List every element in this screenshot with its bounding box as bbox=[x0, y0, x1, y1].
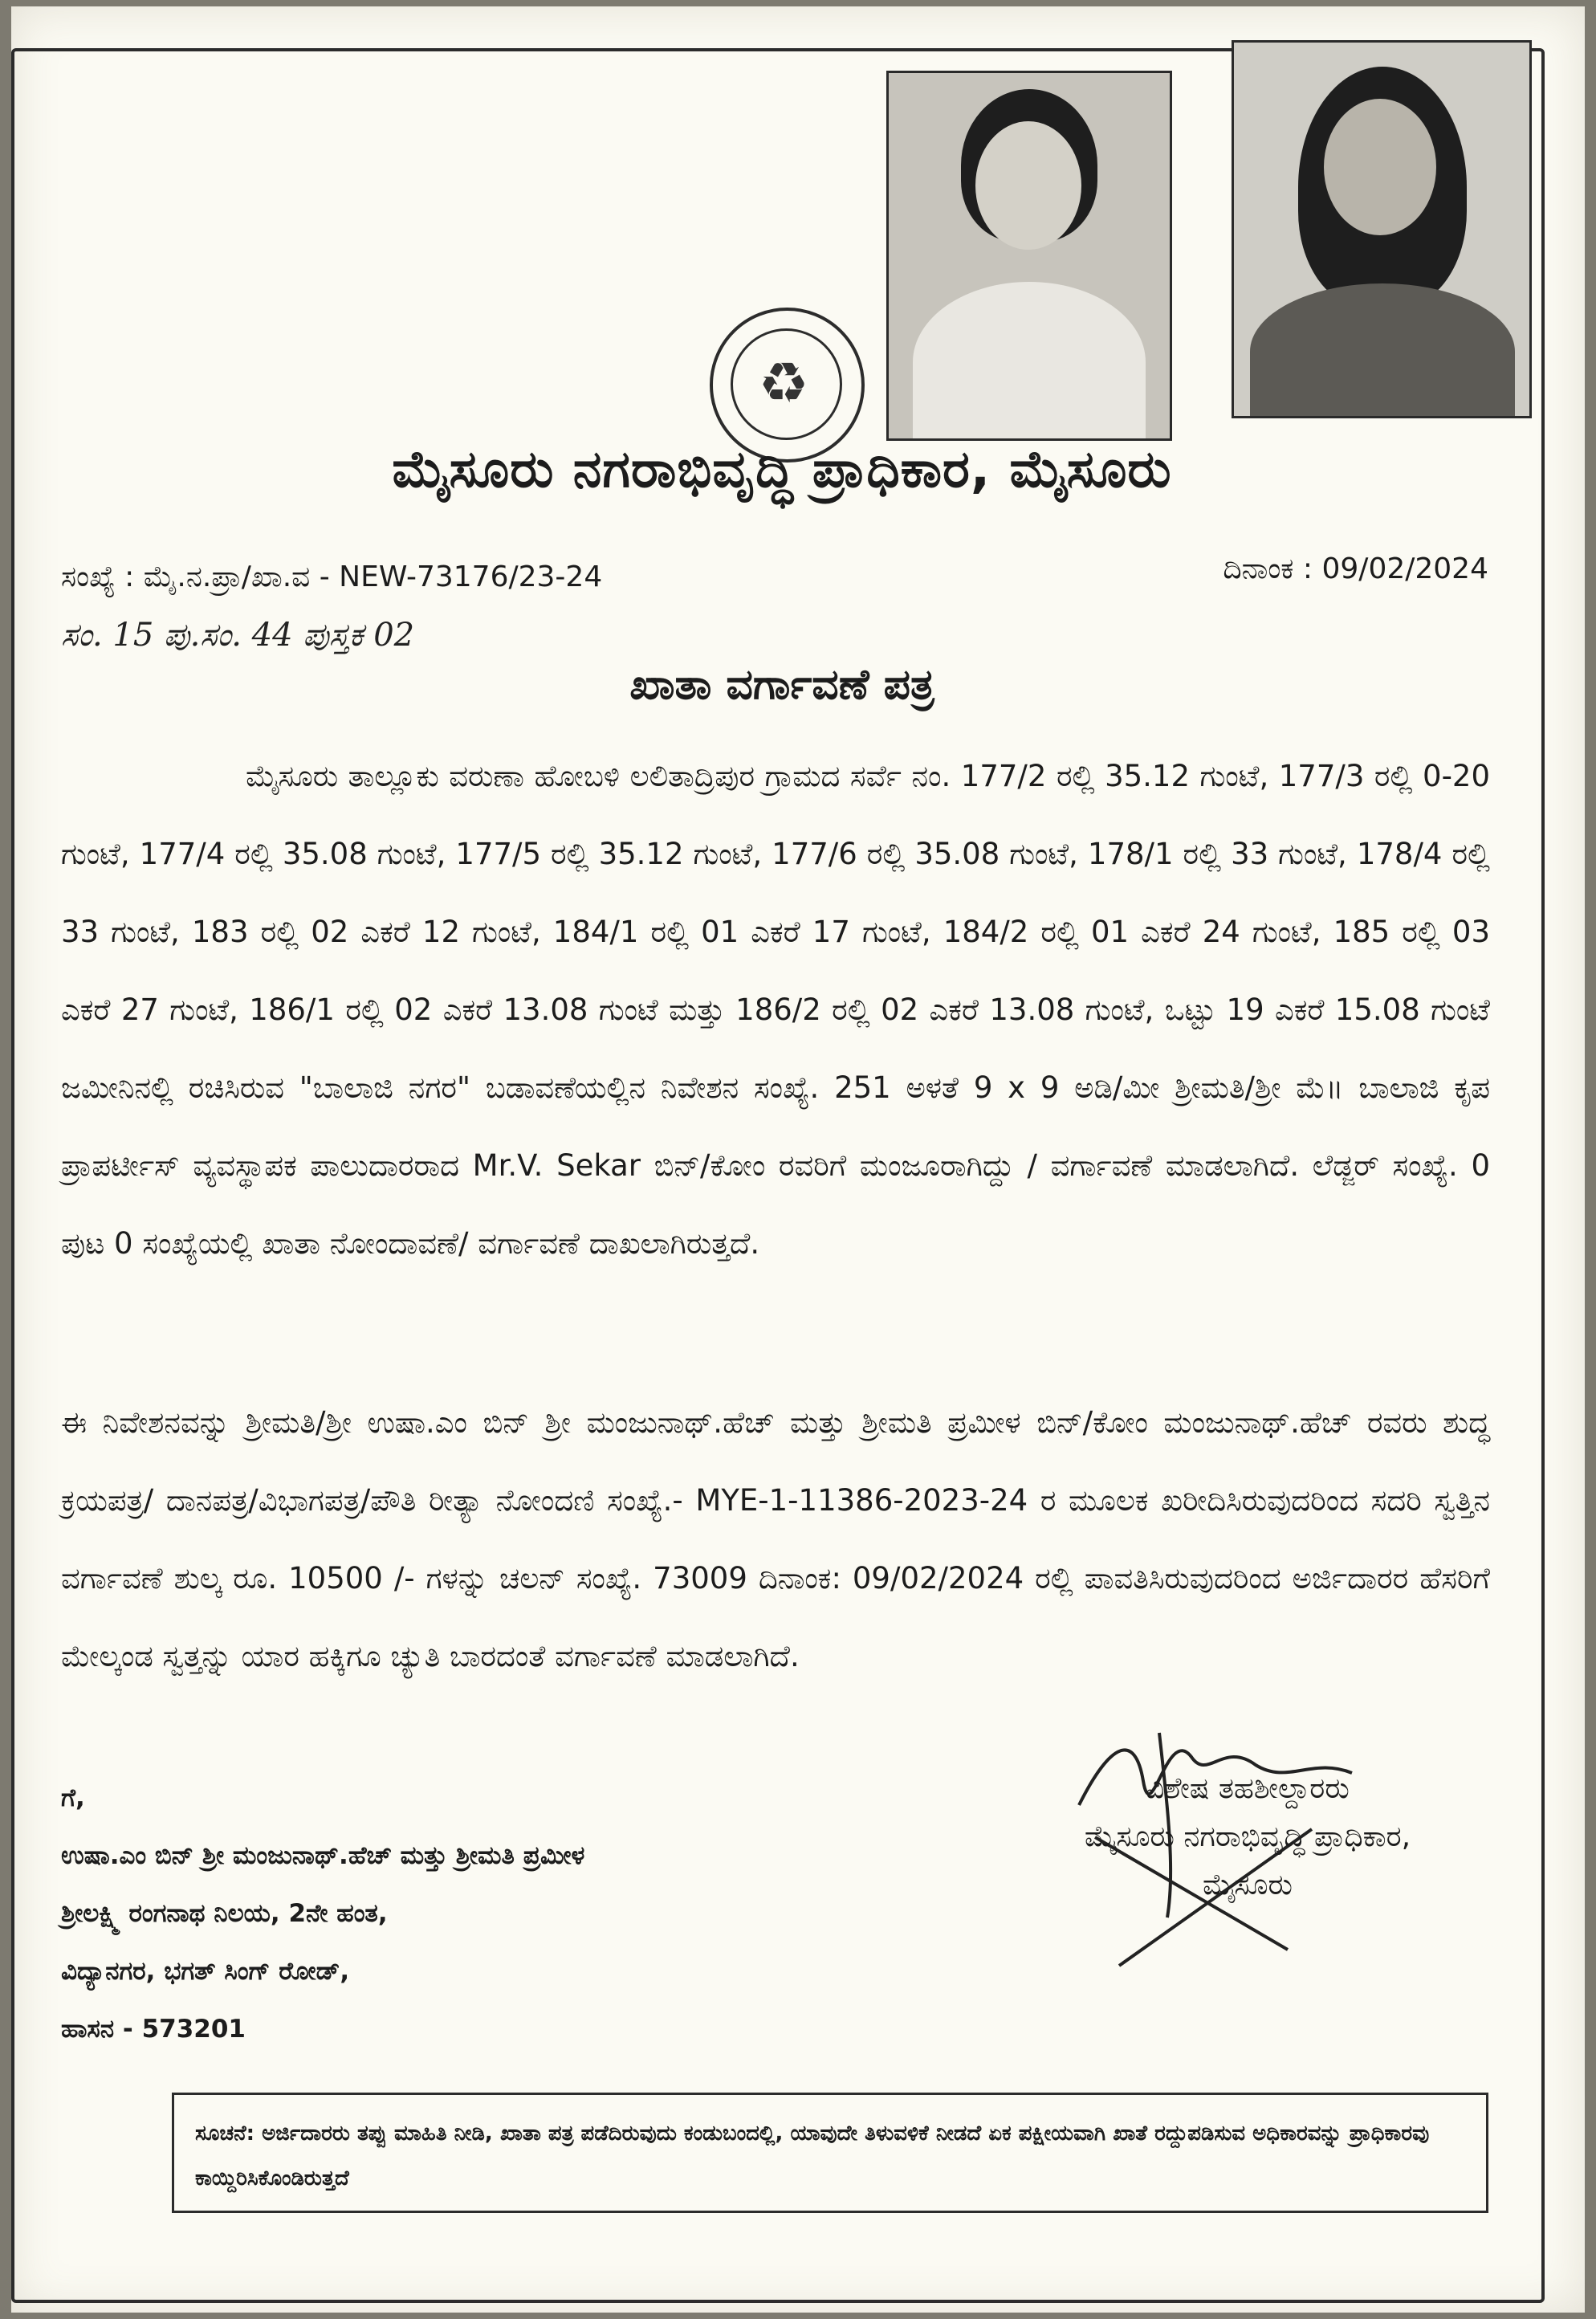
recipient-address bbox=[61, 1769, 584, 2058]
document-page bbox=[11, 6, 1585, 2313]
address-salutation: ಗೆ, bbox=[61, 1783, 85, 1812]
issue-date: ದಿನಾಂಕ : 09/02/2024 bbox=[1223, 552, 1488, 585]
applicant-photo-1 bbox=[886, 71, 1172, 441]
signatory-place: ಮೈಸೂರು bbox=[1203, 1869, 1293, 1901]
document-title: ಖಾತಾ ವರ್ಗಾವಣೆ ಪತ್ರ bbox=[629, 661, 934, 709]
transfer-details-paragraph: ಈ ನಿವೇಶನವನ್ನು ಶ್ರೀಮತಿ/ಶ್ರೀ ಉಷಾ.ಎಂ ಬಿನ್ ಶ್ರೀ ಮಂಜುನಾಥ್.ಹೆಚ್ ಮತ್ತು ಶ್ರೀಮತಿ ಪ್ರಮೀಳ ಬಿನ್/ಕೋಂ ಮಂಜುನಾಥ್.ಹೆಚ್ ರವರು ಶುದ್ಧ ಕ್ರಯಪತ್ರ/ ದಾನಪತ್ರ/ವಿಭಾಗಪತ್ರ/ಪೌತಿ ರೀತ್ಯಾ ನೋಂದಣಿ ಸಂಖ್ಯೆ.- MYE-1-11386-2023-24 ರ ಮೂಲಕ ಖರೀದಿಸಿರುವುದರಿಂದ ಸದರಿ ಸ್ವತ್ತಿನ ವರ್ಗಾವಣೆ ಶುಲ್ಕ ರೂ. 10500 /- ಗಳನ್ನು ಚಲನ್ ಸಂಖ್ಯೆ. 73009 ದಿನಾಂಕ: 09/02/2024 ರಲ್ಲಿ ಪಾವತಿಸಿರುವುದರಿಂದ ಅರ್ಜಿದಾರರ ಹೆಸರಿಗೆ ಮೇಲ್ಕಂಡ ಸ್ವತ್ತನ್ನು ಯಾರ ಹಕ್ಕಿಗೂ ಚ್ಯುತಿ ಬಾರದಂತೆ ವರ್ಗಾವಣೆ ಮಾಡಲಾಗಿದೆ. bbox=[61, 1405, 1490, 1673]
address-line-3: ವಿದ್ಯಾನಗರ, ಭಗತ್ ಸಿಂಗ್ ರೋಡ್, bbox=[61, 1957, 350, 1986]
signatory-designation: ವಿಶೇಷ ತಹಶೀಲ್ದಾರರು bbox=[1146, 1772, 1350, 1805]
signatory-block bbox=[991, 1765, 1504, 1909]
address-line-1: ಉಷಾ.ಎಂ ಬಿನ್ ಶ್ರೀ ಮಂಜುನಾಥ್.ಹೆಚ್ ಮತ್ತು ಶ್ರೀಮತಿ ಪ್ರಮೀಳ bbox=[61, 1841, 585, 1870]
authority-title: ಮೈಸೂರು ನಗರಾಭಿವೃದ್ಧಿ ಪ್ರಾಧಿಕಾರ, ಮೈಸೂರು bbox=[392, 440, 1172, 499]
handwritten-register-note: ಸಂ. 15 ಪು.ಸಂ. 44 ಪುಸ್ತಕ 02 bbox=[61, 617, 415, 654]
address-line-2: ಶ್ರೀಲಕ್ಷ್ಮಿ ರಂಗನಾಥ ನಿಲಯ, 2ನೇ ಹಂತ, bbox=[61, 1899, 388, 1928]
applicant-photo-2 bbox=[1232, 40, 1532, 418]
authority-seal: ♻ bbox=[710, 308, 865, 463]
signatory-office: ಮೈಸೂರು ನಗರಾಭಿವೃದ್ಧಿ ಪ್ರಾಧಿಕಾರ, bbox=[1084, 1820, 1411, 1853]
footer-notice: ಸೂಚನೆ: ಅರ್ಜಿದಾರರು ತಪ್ಪು ಮಾಹಿತಿ ನೀಡಿ, ಖಾತಾ ಪತ್ರ ಪಡೆದಿರುವುದು ಕಂಡುಬಂದಲ್ಲಿ, ಯಾವುದೇ ತಿಳುವಳಿಕೆ ನೀಡದೆ ಏಕ ಪಕ್ಷೀಯವಾಗಿ ಖಾತೆ ರದ್ದುಪಡಿಸುವ ಅಧಿಕಾರವನ್ನು ಪ್ರಾಧಿಕಾರವು ಕಾಯ್ದಿರಿಸಿಕೊಂಡಿರುತ್ತದೆ bbox=[172, 2093, 1488, 2213]
address-line-4: ಹಾಸನ - 573201 bbox=[61, 2015, 246, 2044]
property-details-paragraph: ಮೈಸೂರು ತಾಲ್ಲೂಕು ವರುಣಾ ಹೋಬಳಿ ಲಲಿತಾದ್ರಿಪುರ ಗ್ರಾಮದ ಸರ್ವೆ ನಂ. 177/2 ರಲ್ಲಿ 35.12 ಗುಂಟೆ, 177/3 ರಲ್ಲಿ 0-20 ಗುಂಟೆ, 177/4 ರಲ್ಲಿ 35.08 ಗುಂಟೆ, 177/5 ರಲ್ಲಿ 35.12 ಗುಂಟೆ, 177/6 ರಲ್ಲಿ 35.08 ಗುಂಟೆ, 178/1 ರಲ್ಲಿ 33 ಗುಂಟೆ, 178/4 ರಲ್ಲಿ 33 ಗುಂಟೆ, 183 ರಲ್ಲಿ 02 ಎಕರೆ 12 ಗುಂಟೆ, 184/1 ರಲ್ಲಿ 01 ಎಕರೆ 17 ಗುಂಟೆ, 184/2 ರಲ್ಲಿ 01 ಎಕರೆ 24 ಗುಂಟೆ, 185 ರಲ್ಲಿ 03 ಎಕರೆ 27 ಗುಂಟೆ, 186/1 ರಲ್ಲಿ 02 ಎಕರೆ 13.08 ಗುಂಟೆ ಮತ್ತು 186/2 ರಲ್ಲಿ 02 ಎಕರೆ 13.08 ಗುಂಟೆ, ಒಟ್ಟು 19 ಎಕರೆ 15.08 ಗುಂಟೆ ಜಮೀನಿನಲ್ಲಿ ರಚಿಸಿರುವ "ಬಾಲಾಜಿ ನಗರ" ಬಡಾವಣೆಯಲ್ಲಿನ ನಿವೇಶನ ಸಂಖ್ಯೆ. 251 ಅಳತೆ 9 x 9 ಅಡಿ/ಮೀ ಶ್ರೀಮತಿ/ಶ್ರೀ ಮೆ॥ ಬಾಲಾಜಿ ಕೃಪ ಪ್ರಾಪರ್ಟೀಸ್ ವ್ಯವಸ್ಥಾಪಕ ಪಾಲುದಾರರಾದ Mr.V. Sekar ಬಿನ್/ಕೋಂ ರವರಿಗೆ ಮಂಜೂರಾಗಿದ್ದು / ವರ್ಗಾವಣೆ ಮಾಡಲಾಗಿದೆ. ಲೆಡ್ಜರ್ ಸಂಖ್ಯೆ. 0 ಪುಟ 0 ಸಂಖ್ಯೆಯಲ್ಲಿ ಖಾತಾ ನೋಂದಾವಣೆ/ ವರ್ಗಾವಣೆ ದಾಖಲಾಗಿರುತ್ತದೆ. bbox=[61, 759, 1490, 1261]
reference-number: ಸಂಖ್ಯೆ : ಮೈ.ನ.ಪ್ರಾ/ಖಾ.ವ - NEW-73176/23-24 bbox=[61, 560, 603, 593]
